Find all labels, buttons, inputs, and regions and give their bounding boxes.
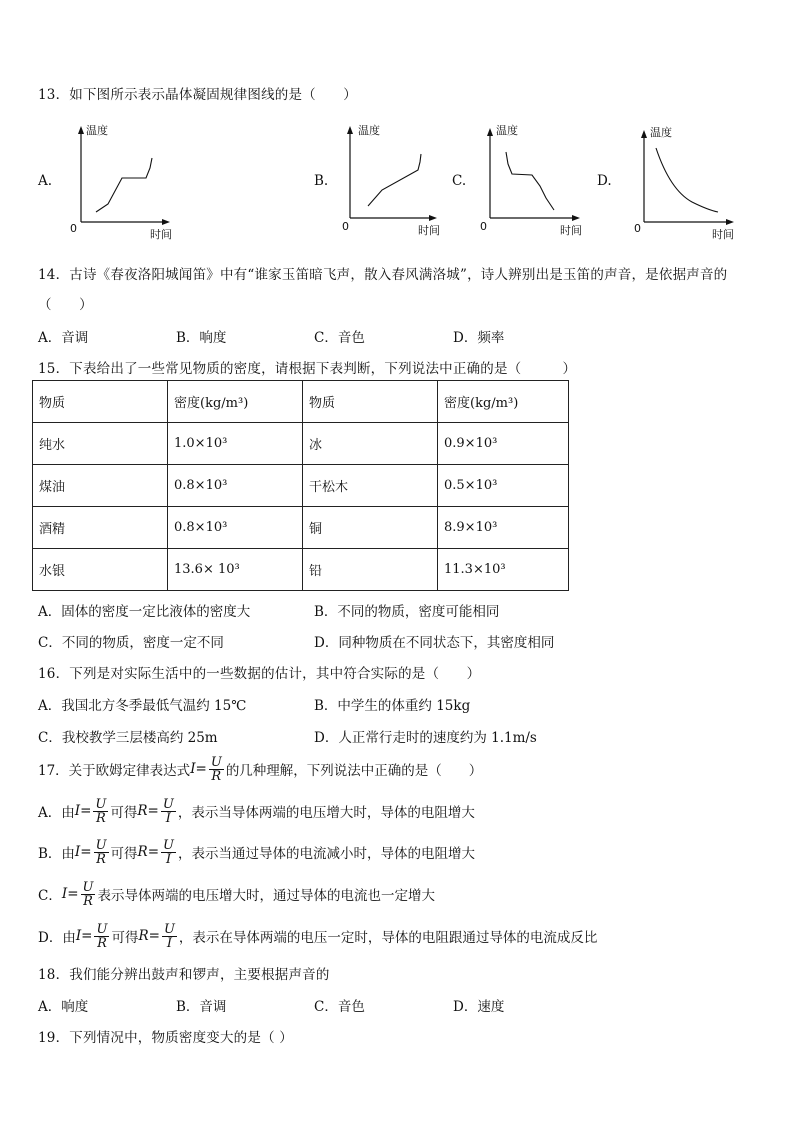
table-header-row: [33, 381, 569, 423]
table-cell: 纯水: [33, 423, 168, 465]
graph-a: [66, 118, 186, 243]
table-cell: 干松木: [303, 465, 438, 507]
q16-option-c: C．我校教学三层楼高约 25m: [38, 730, 218, 746]
table-cell: 铅: [303, 549, 438, 591]
graph-d-xlabel: 时间: [712, 228, 734, 241]
graph-c-xlabel: 时间: [560, 224, 582, 237]
q17-stem-post: 的几种理解，下列说法中正确的是（ ）: [225, 763, 483, 779]
graph-b: [338, 118, 448, 243]
fraction-u-over-r: $\frac{U}{R}$: [96, 921, 108, 951]
question-13-stem: 13．如下图所示表示晶体凝固规律图线的是（ ）: [38, 87, 357, 103]
graph-d-ylabel: 温度: [650, 126, 672, 139]
table-cell: 酒精: [33, 507, 168, 549]
q17-option-b: B．由 I = $\frac{U}{R}$ 可得 R = $\frac{U}{I}$ ，表示当通过导体的电流减小时，导体的电阻增大: [38, 837, 475, 867]
table-cell: 冰: [303, 423, 438, 465]
fraction-u-over-i: $\frac{U}{I}$: [162, 796, 174, 826]
formula-eq: =: [195, 761, 207, 777]
q15-option-b: B．不同的物质，密度可能相同: [314, 604, 500, 620]
graph-c-y-arrow: [487, 128, 493, 136]
table-row: [33, 423, 569, 465]
graph-b-xlabel: 时间: [418, 224, 440, 237]
q15-option-c: C．不同的物质，密度一定不同: [38, 635, 224, 651]
q18-option-d: D．速度: [453, 999, 505, 1015]
q15-option-d: D．同种物质在不同状态下，其密度相同: [314, 635, 555, 651]
question-19-stem: 19．下列情况中，物质密度变大的是（ ）: [38, 1030, 293, 1046]
graph-b-letter: B.: [314, 173, 329, 189]
graph-d-x-arrow: [726, 219, 734, 225]
question-14-stem-cont: （ ）: [38, 297, 93, 313]
q18-option-b: B．音调: [176, 999, 227, 1015]
question-14-stem: 14．古诗《春夜洛阳城闻笛》中有“谁家玉笛暗飞声，散入春风满洛城”，诗人辨别出是玉笛的声音，是依据声音的: [38, 267, 728, 283]
graph-d-curve: [656, 148, 718, 212]
graph-d-y-arrow: [641, 130, 647, 138]
q14-option-b: B．响度: [176, 330, 227, 346]
graph-c-ylabel: 温度: [496, 124, 518, 137]
question-16-stem: 16．下列是对实际生活中的一些数据的估计，其中符合实际的是（ ）: [38, 666, 481, 682]
table-row: [33, 465, 569, 507]
table-cell: 铜: [303, 507, 438, 549]
table-row: [33, 549, 569, 591]
table-cell: 水银: [33, 549, 168, 591]
q16-option-b: B．中学生的体重约 15kg: [314, 698, 471, 714]
q17-stem-pre: 17．关于欧姆定律表达式: [38, 763, 191, 779]
question-17-stem: [38, 751, 482, 787]
graph-d-origin: 0: [634, 222, 641, 235]
density-table: [32, 380, 569, 591]
q14-option-d: D．频率: [453, 330, 505, 346]
graph-d-letter: D.: [597, 173, 612, 189]
question-15-stem: 15．下表给出了一些常见物质的密度，请根据下表判断，下列说法中正确的是（ ）: [38, 361, 577, 377]
table-cell: 13.6× 10³: [168, 549, 303, 591]
graph-a-xlabel: 时间: [150, 228, 172, 241]
q14-option-c: C．音色: [314, 330, 365, 346]
q18-option-a: A．响度: [38, 999, 89, 1015]
fraction-u-over-r: $\frac{U}{R}$: [95, 837, 107, 867]
q15-option-a: A．固体的密度一定比液体的密度大: [38, 604, 251, 620]
q14-option-a: A．音调: [38, 330, 89, 346]
q16-option-d: D．人正常行走时的速度约为 1.1m/s: [314, 730, 537, 746]
fraction-u-over-r: $\frac{U}{R}$: [95, 796, 107, 826]
table-cell: 0.9×10³: [438, 423, 569, 465]
table-cell: 8.9×10³: [438, 507, 569, 549]
table-cell: 1.0×10³: [168, 423, 303, 465]
table-cell: 0.8×10³: [168, 507, 303, 549]
graph-a-ylabel: 温度: [86, 124, 108, 137]
q16-option-a: A．我国北方冬季最低气温约 15℃: [38, 698, 247, 714]
graph-a-x-arrow: [162, 219, 170, 225]
graph-b-x-arrow: [429, 215, 437, 221]
graph-a-y-arrow: [78, 126, 84, 134]
fraction-u-over-i: $\frac{U}{I}$: [163, 921, 175, 951]
graph-c-letter: C.: [452, 173, 467, 189]
graph-a-curve: [96, 158, 152, 212]
q17-option-c: C． I = $\frac{U}{R}$ 表示导体两端的电压增大时，通过导体的电流也一定增大: [38, 879, 435, 909]
graph-c-curve: [506, 152, 554, 210]
graph-c-origin: 0: [480, 220, 487, 233]
fraction-u-over-r: $\frac{U}{R}$: [82, 879, 94, 909]
graph-b-y-arrow: [347, 126, 353, 134]
table-header-cell: 密度(kg/m³): [438, 381, 569, 423]
graph-b-curve: [368, 154, 421, 206]
table-cell: 0.8×10³: [168, 465, 303, 507]
table-cell: 煤油: [33, 465, 168, 507]
q17-option-a: A．由 I = $\frac{U}{R}$ 可得 R = $\frac{U}{I}$ ，表示当导体两端的电压增大时，导体的电阻增大: [38, 796, 475, 826]
fraction-u-over-i: $\frac{U}{I}$: [163, 837, 174, 867]
graph-c-x-arrow: [572, 215, 580, 221]
table-row: [33, 507, 569, 549]
q18-option-c: C．音色: [314, 999, 365, 1015]
q17-option-d: D．由 I = $\frac{U}{R}$ 可得 R = $\frac{U}{I}$ ，表示在导体两端的电压一定时，导体的电阻跟通过导体的电流成反比: [38, 921, 598, 951]
graph-a-letter: A.: [38, 173, 53, 189]
table-header-cell: 物质: [303, 381, 438, 423]
graph-b-ylabel: 温度: [358, 124, 380, 137]
graph-c: [476, 118, 596, 243]
table-header-cell: 密度(kg/m³): [168, 381, 303, 423]
table-cell: 0.5×10³: [438, 465, 569, 507]
table-cell: 11.3×10³: [438, 549, 569, 591]
graph-b-origin: 0: [342, 220, 349, 233]
table-header-cell: 物质: [33, 381, 168, 423]
fraction-u-over-r: $\frac{U}{R}$: [210, 754, 222, 784]
question-18-stem: 18．我们能分辨出鼓声和锣声，主要根据声音的: [38, 967, 330, 983]
graph-a-origin: 0: [70, 222, 77, 235]
graph-d: [630, 118, 750, 243]
formula-i: I: [190, 761, 196, 777]
